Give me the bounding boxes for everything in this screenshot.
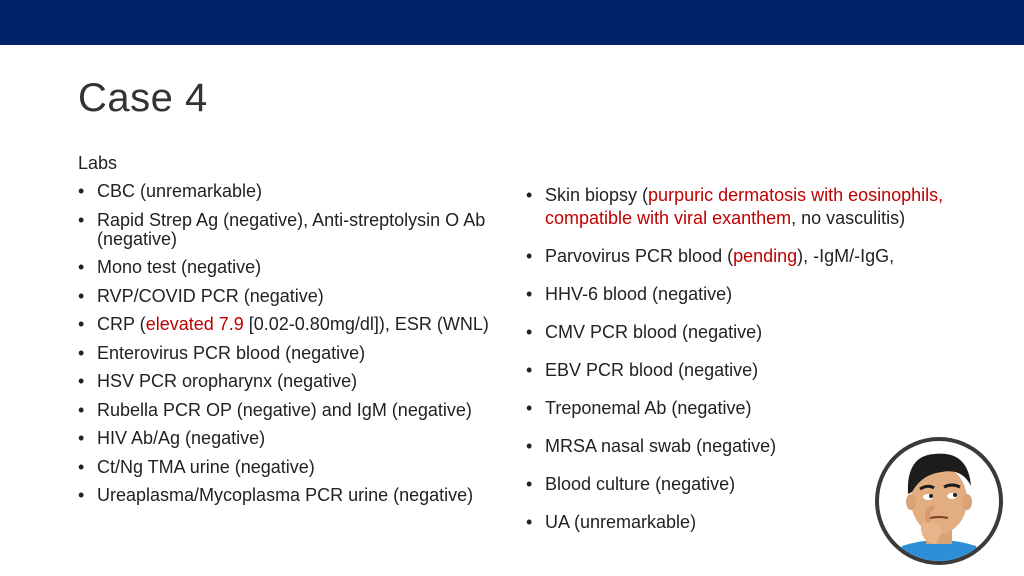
lab-item: • EBV PCR blood (negative) xyxy=(526,359,946,382)
lab-item: • MRSA nasal swab (negative) xyxy=(526,435,946,458)
lab-item: • HHV-6 blood (negative) xyxy=(526,283,946,306)
lab-item xyxy=(78,315,508,334)
lab-item-text: Parvovirus PCR blood ( xyxy=(545,246,734,266)
lab-item: • CBC (unremarkable) xyxy=(78,182,508,201)
highlight-text: purpuric dermatosis with eosinophils, compatible with viral exanthem xyxy=(545,185,944,228)
lab-item xyxy=(526,245,946,268)
highlight-text: pending xyxy=(733,246,798,266)
lab-item: • Enterovirus PCR blood (negative) xyxy=(78,344,508,363)
thinking-avatar-icon xyxy=(872,434,1006,568)
labs-heading: Labs xyxy=(78,153,118,173)
lab-item: • HSV PCR oropharynx (negative) xyxy=(78,372,508,391)
highlight-text: elevated 7.9 xyxy=(145,314,244,334)
left-column xyxy=(78,154,508,515)
header-bar xyxy=(0,0,1024,45)
lab-item: • CMV PCR blood (negative) xyxy=(526,321,946,344)
lab-item: • Ct/Ng TMA urine (negative) xyxy=(78,458,508,477)
lab-item: • HIV Ab/Ag (negative) xyxy=(78,429,508,448)
lab-item: • Treponemal Ab (negative) xyxy=(526,397,946,420)
lab-item: • UA (unremarkable) xyxy=(526,511,946,534)
lab-item: • RVP/COVID PCR (negative) xyxy=(78,287,508,306)
lab-item xyxy=(526,184,946,230)
lab-item-text: , no vasculitis) xyxy=(791,208,906,228)
lab-item-text: ), -IgM/-IgG, xyxy=(797,246,895,266)
lab-item: • Rapid Strep Ag (negative), Anti-streptolysin O Ab (negative) xyxy=(78,211,508,249)
lab-item-text: Skin biopsy ( xyxy=(545,185,649,205)
lab-item-text: CRP ( xyxy=(97,314,146,334)
lab-item-text: [0.02-0.80mg/dl]), ESR (WNL) xyxy=(243,314,489,334)
lab-item: • Rubella PCR OP (negative) and IgM (negative) xyxy=(78,401,508,420)
lab-item: • Blood culture (negative) xyxy=(526,473,946,496)
lab-item: • Mono test (negative) xyxy=(78,258,508,277)
slide-title: Case 4 xyxy=(78,76,208,120)
lab-item: • Ureaplasma/Mycoplasma PCR urine (negative) xyxy=(78,486,508,505)
